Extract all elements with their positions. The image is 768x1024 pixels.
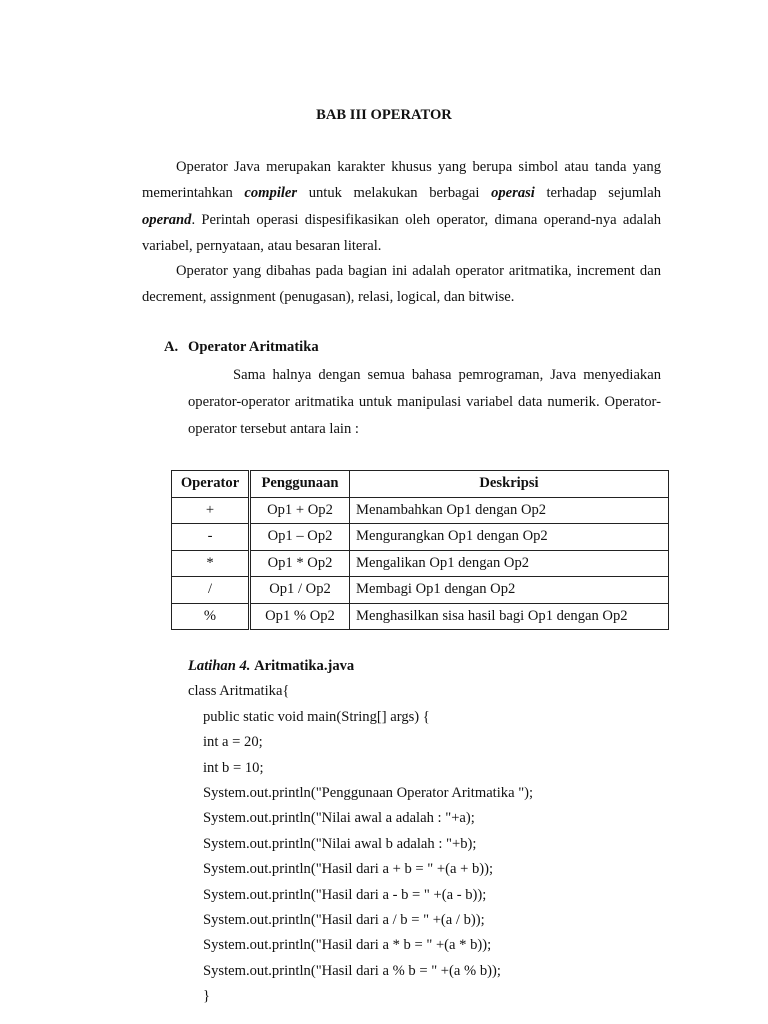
operator-table (171, 470, 669, 630)
code-line: System.out.println("Hasil dari a + b = " +(a + b)); (203, 861, 494, 878)
code-line: System.out.println("Hasil dari a - b = " +(a - b)); (203, 886, 487, 903)
cell-usage: Op1 – Op2 (250, 524, 350, 551)
cell-usage: Op1 + Op2 (250, 497, 350, 524)
cell-usage: Op1 / Op2 (250, 577, 350, 604)
exercise-label: Latihan 4. (188, 658, 251, 674)
cell-description: Menambahkan Op1 dengan Op2 (350, 497, 669, 524)
section-title: Operator Aritmatika (188, 339, 319, 355)
cell-usage: Op1 % Op2 (250, 603, 350, 630)
table-header-row (172, 471, 669, 498)
section-a-heading (164, 339, 319, 356)
table-row (172, 524, 669, 551)
code-line: System.out.println("Penggunaan Operator Aritmatika "); (203, 784, 534, 801)
table-row (172, 577, 669, 604)
cell-operator: % (172, 603, 250, 630)
intro-text-d: . Perintah operasi dispesifikasikan oleh operator, dimana operand-nya adalah variabel, pernyataan, atau besaran literal. (142, 211, 661, 255)
code-line: System.out.println("Nilai awal b adalah : "+b); (203, 835, 477, 852)
code-line: public static void main(String[] args) { (203, 708, 430, 725)
code-line: System.out.println("Hasil dari a / b = " +(a / b)); (203, 911, 485, 928)
header-penggunaan: Penggunaan (250, 471, 350, 498)
cell-operator: / (172, 577, 250, 604)
code-line: } (203, 988, 211, 1005)
section-a-text: Sama halnya dengan semua bahasa pemrograman, Java menyediakan operator-operator aritmatika untuk manipulasi variabel data numerik. Operator-operator tersebut antara lain : (188, 367, 661, 437)
intro-text-a: Operator Java merupakan karakter khusus yang berupa simbol atau tanda yang memerintahkan (142, 159, 661, 202)
section-number: A. (164, 339, 179, 355)
exercise-title (188, 654, 533, 679)
intro-text-b: untuk melakukan berbagai (297, 185, 492, 202)
table-row (172, 497, 669, 524)
term-operasi: operasi (491, 185, 535, 202)
cell-description: Mengalikan Op1 dengan Op2 (350, 550, 669, 577)
cell-description: Mengurangkan Op1 dengan Op2 (350, 524, 669, 551)
header-operator: Operator (172, 471, 250, 498)
code-block (188, 679, 533, 1009)
code-line: class Aritmatika{ (188, 683, 290, 700)
code-line: System.out.println("Nilai awal a adalah : "+a); (203, 810, 475, 827)
code-line: System.out.println("Hasil dari a % b = " +(a % b)); (203, 962, 501, 979)
intro-text-c: terhadap sejumlah (534, 185, 661, 202)
term-compiler: compiler (244, 185, 298, 202)
intro-text-2: Operator yang dibahas pada bagian ini adalah operator aritmatika, increment dan decrement, assignment (penugasan), relasi, logical, dan bitwise. (142, 263, 661, 306)
table-row (172, 550, 669, 577)
cell-description: Menghasilkan sisa hasil bagi Op1 dengan Op2 (350, 603, 669, 630)
chapter-title: BAB III OPERATOR (316, 107, 452, 123)
intro-paragraph-2 (142, 258, 661, 311)
cell-operator: * (172, 550, 250, 577)
exercise-filename: Aritmatika.java (254, 658, 355, 674)
term-operand: operand (142, 211, 192, 228)
table-row (172, 603, 669, 630)
code-line: System.out.println("Hasil dari a * b = " +(a * b)); (203, 937, 492, 954)
cell-operator: + (172, 497, 250, 524)
cell-description: Membagi Op1 dengan Op2 (350, 577, 669, 604)
exercise-code (188, 654, 533, 1009)
section-a-paragraph (188, 362, 661, 443)
code-line: int b = 10; (203, 759, 264, 776)
code-line: int a = 20; (203, 734, 263, 751)
intro-paragraph-1 (142, 154, 661, 260)
header-deskripsi: Deskripsi (350, 471, 669, 498)
cell-usage: Op1 * Op2 (250, 550, 350, 577)
cell-operator: - (172, 524, 250, 551)
